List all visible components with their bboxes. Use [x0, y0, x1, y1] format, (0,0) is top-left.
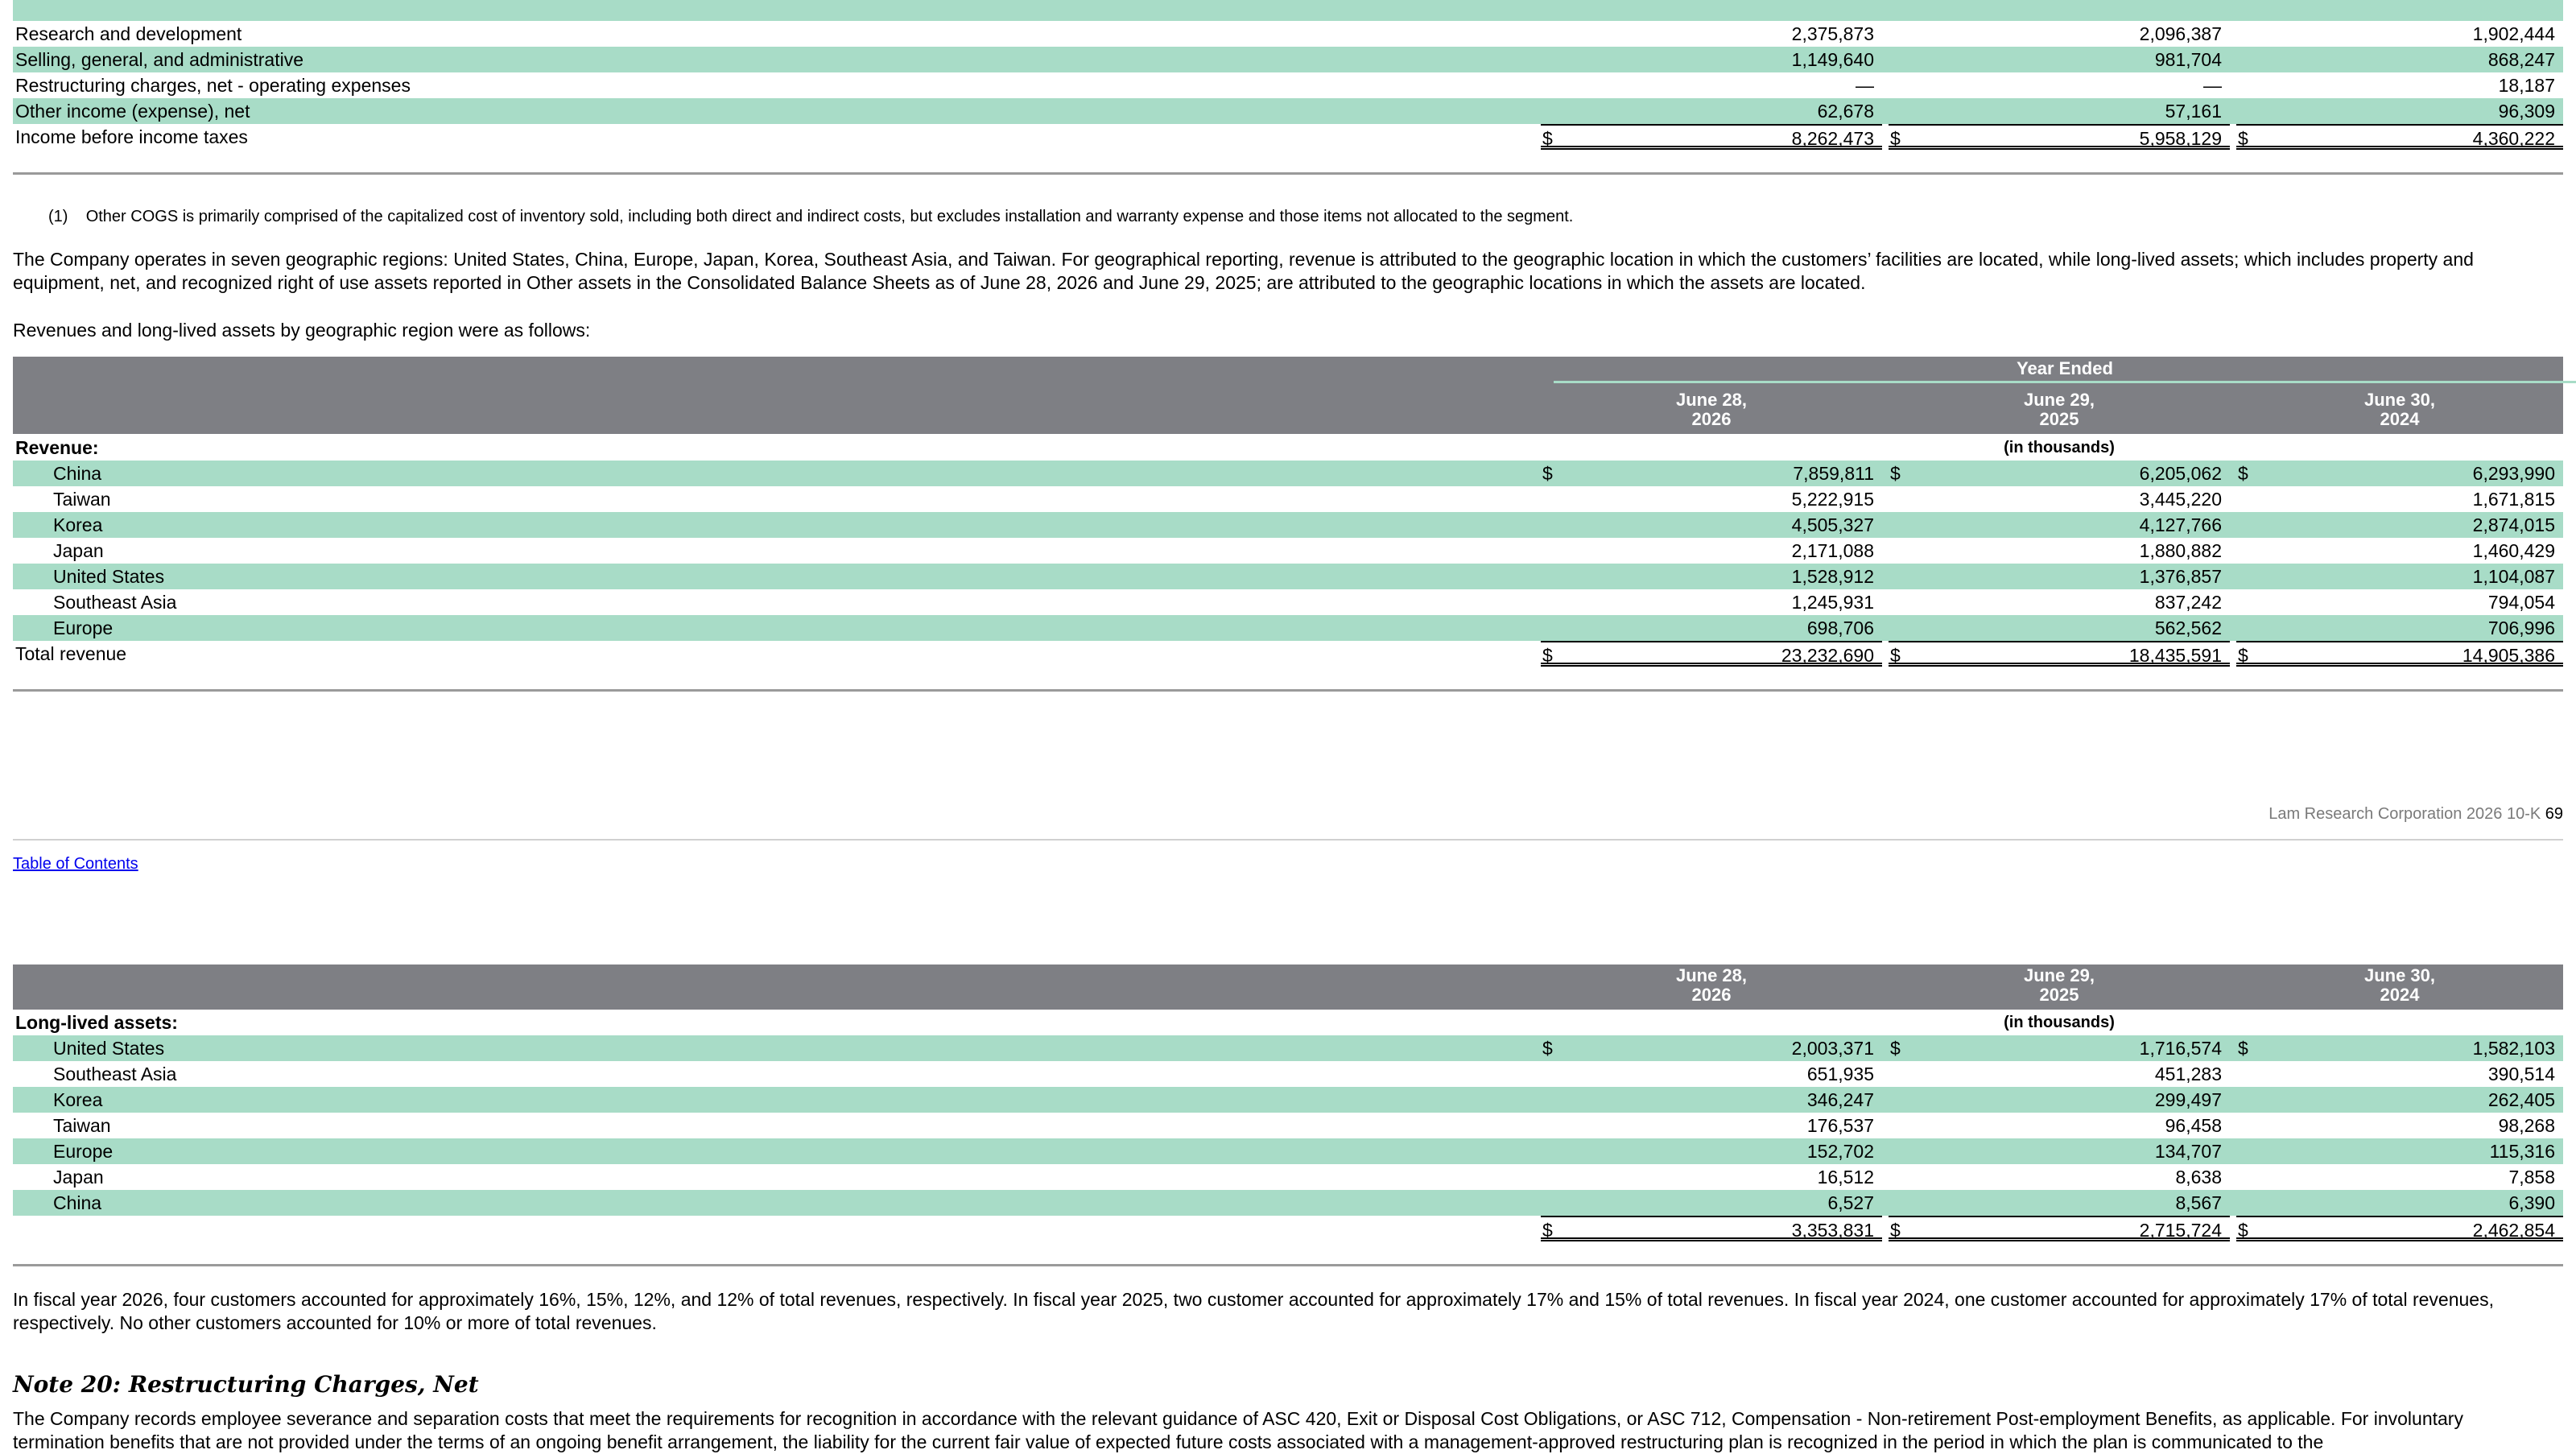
column-header-year: 2024: [2380, 985, 2420, 1005]
section-divider: [13, 172, 2563, 175]
column-header: [2236, 390, 2563, 429]
section-divider: [13, 689, 2563, 692]
table-row: [13, 538, 2563, 564]
cell-value: 6,293,990: [2472, 463, 2555, 484]
cell-value: 1,104,087: [2472, 566, 2555, 587]
currency-symbol: $: [1890, 1220, 1901, 1241]
cell-value: 1,245,931: [1791, 592, 1874, 613]
table-row: [13, 564, 2563, 589]
currency-symbol: $: [1542, 1220, 1553, 1241]
row-label: Southeast Asia: [53, 592, 177, 613]
units-label: (in thousands): [2004, 1014, 2115, 1031]
page-number: 69: [2545, 805, 2563, 823]
column-header: [1889, 966, 2230, 1005]
column-header-date: June 29,: [2023, 390, 2095, 410]
table-row: [13, 21, 2563, 47]
cell-value: 1,460,429: [2472, 540, 2555, 561]
cell-value: 1,582,103: [2472, 1038, 2555, 1059]
section-row: [13, 435, 2563, 461]
table-row: [13, 72, 2563, 98]
cell-value: 1,902,444: [2472, 23, 2555, 44]
row-label: Southeast Asia: [53, 1064, 177, 1084]
column-header-year: 2026: [1691, 985, 1732, 1005]
cell-value: 152,702: [1806, 1141, 1874, 1162]
column-header-date: June 28,: [1675, 390, 1748, 410]
row-label: Europe: [53, 1141, 114, 1162]
paragraph: Revenues and long-lived assets by geographic region were as follows:: [13, 320, 591, 341]
row-label: Europe: [53, 618, 114, 638]
currency-symbol: $: [1542, 645, 1553, 666]
cell-value: 2,375,873: [1791, 23, 1874, 44]
table-header: [13, 965, 2563, 1010]
cell-value: 96,309: [2498, 101, 2555, 122]
long-lived-assets-table: [13, 1010, 2563, 1241]
cell-value: 57,161: [2165, 101, 2222, 122]
cell-value: 134,707: [2154, 1141, 2222, 1162]
currency-symbol: $: [2238, 645, 2248, 666]
page-break-line: [13, 839, 2563, 841]
cell-value: 346,247: [1806, 1089, 1874, 1110]
footnote: [48, 208, 1573, 226]
currency-symbol: $: [2238, 1220, 2248, 1241]
row-label: Japan: [53, 540, 104, 561]
footnote-text: Other COGS is primarily comprised of the capitalized cost of inventory sold, including both direct and indirect costs, but excludes installation and warranty expense and those items not allocated to the segment.: [85, 208, 1574, 225]
table-row: [13, 615, 2563, 641]
cell-value: —: [2203, 75, 2222, 96]
cell-value: 1,376,857: [2139, 566, 2222, 587]
total-row: [13, 124, 2563, 150]
cell-value: 1,880,882: [2139, 540, 2222, 561]
row-label: Other income (expense), net: [15, 101, 250, 122]
currency-symbol: $: [1542, 463, 1553, 484]
paragraph: The Company records employee severance and separation costs that meet the requirements for recognition in accordance with the relevant guidance of ASC 420, Exit or Disposal Cost Obligations, or ASC 712, Compensation - Non-retirement Post-employment Benefits, as applicable. For involuntary termination benefits that are not provided under the terms of an ongoing benefit arrangement, the liability for the current fair value of expected future costs associated with a management-approved restructuring plan is recognized in the period in which the plan is communicated to the: [13, 1408, 2463, 1452]
cell-value: —: [1856, 75, 1874, 96]
section-label: Revenue:: [15, 437, 99, 458]
paragraph: In fiscal year 2026, four customers accounted for approximately 16%, 15%, 12%, and 12% of total revenues, respectively. In fiscal year 2025, two customer accounted for approximately 17% and 15% of total revenues. In fiscal year 2024, one customer accounted for approximately 17% of total revenues, respectively. No other customers accounted for 10% or more of total revenues.: [13, 1289, 2494, 1333]
cell-value: 562,562: [2154, 618, 2222, 638]
cell-value: 62,678: [1817, 101, 1874, 122]
cell-value: 262,405: [2487, 1089, 2555, 1110]
row-label: Selling, general, and administrative: [15, 49, 303, 70]
row-label: China: [53, 463, 102, 484]
table-row: [13, 1113, 2563, 1138]
currency-symbol: $: [1890, 1038, 1901, 1059]
cell-value: 868,247: [2487, 49, 2555, 70]
units-label: (in thousands): [2004, 439, 2115, 456]
currency-symbol: $: [1542, 1038, 1553, 1059]
cell-value: 1,671,815: [2472, 489, 2555, 510]
cell-value: 3,353,831: [1791, 1220, 1874, 1241]
cell-value: 98,268: [2498, 1115, 2555, 1136]
cell-value: 837,242: [2154, 592, 2222, 613]
currency-symbol: $: [2238, 128, 2248, 149]
column-header: [1889, 390, 2230, 429]
cell-value: 7,858: [2508, 1167, 2555, 1188]
cell-value: 2,171,088: [1791, 540, 1874, 561]
column-header-year: 2025: [2039, 985, 2079, 1005]
report-name: Lam Research Corporation 2026 10-K: [2268, 805, 2541, 823]
row-label: Taiwan: [53, 489, 111, 510]
row-label: United States: [53, 1038, 165, 1059]
cell-value: 2,462,854: [2472, 1220, 2555, 1241]
table-row: [13, 1190, 2563, 1216]
currency-symbol: $: [2238, 463, 2248, 484]
row-label: Korea: [53, 1089, 103, 1110]
column-header-date: June 30,: [2363, 965, 2436, 985]
cell-value: 451,283: [2154, 1064, 2222, 1084]
cell-value: 4,127,766: [2139, 514, 2222, 535]
row-label: Taiwan: [53, 1115, 111, 1136]
cell-value: 96,458: [2165, 1115, 2222, 1136]
section-divider: [13, 1264, 2563, 1266]
table-row: [13, 98, 2563, 124]
row-label: China: [53, 1192, 102, 1213]
cell-value: 115,316: [2489, 1141, 2555, 1162]
table-row: [13, 1087, 2563, 1113]
total-row: [13, 641, 2563, 667]
cell-value: 706,996: [2487, 618, 2555, 638]
row-label: Research and development: [15, 23, 242, 44]
row-label: Korea: [53, 514, 103, 535]
cell-value: 1,716,574: [2139, 1038, 2222, 1059]
cell-value: 4,360,222: [2472, 128, 2555, 149]
cell-value: 5,222,915: [1791, 489, 1874, 510]
table-row: [13, 1061, 2563, 1087]
table-of-contents-link[interactable]: Table of Contents: [13, 855, 138, 873]
cell-value: 698,706: [1806, 618, 1874, 638]
row-label: Restructuring charges, net - operating expenses: [15, 75, 411, 96]
currency-symbol: $: [1890, 645, 1901, 666]
paragraph: The Company operates in seven geographic regions: United States, China, Europe, Japan, Korea, Southeast Asia, and Taiwan. For geographical reporting, revenue is attributed to the geographic location in which the customers’ facilities are located, while long-lived assets; which includes property and equipment, net, and recognized right of use assets reported in Other assets in the Consolidated Balance Sheets as of June 28, 2026 and June 29, 2025; are attributed to the geographic locations in which the assets are located.: [13, 249, 2474, 293]
cell-value: 390,514: [2487, 1064, 2555, 1084]
cell-value: 8,567: [2175, 1192, 2222, 1213]
table-row: [13, 512, 2563, 538]
cell-value: 176,537: [1806, 1115, 1874, 1136]
cell-value: 7,859,811: [1793, 463, 1874, 484]
column-header-date: June 29,: [2023, 965, 2095, 985]
currency-symbol: $: [1542, 128, 1553, 149]
row-label: Total revenue: [15, 643, 127, 664]
section-row: [13, 1010, 2563, 1035]
table-row: [13, 461, 2563, 486]
cell-value: 6,390: [2508, 1192, 2555, 1213]
table-row: [13, 1035, 2563, 1061]
total-row: [13, 1216, 2563, 1241]
cell-value: 794,054: [2487, 592, 2555, 613]
revenue-table: [13, 435, 2563, 667]
table-row: [13, 1138, 2563, 1164]
cell-value: 2,715,724: [2139, 1220, 2222, 1241]
cell-value: 1,149,640: [1791, 49, 1874, 70]
cell-value: 981,704: [2154, 49, 2222, 70]
table-header: [13, 357, 2563, 434]
table-header-strip: [13, 0, 2563, 21]
currency-symbol: $: [2238, 1038, 2248, 1059]
column-header-year: 2025: [2039, 409, 2079, 429]
cell-value: 651,935: [1806, 1064, 1874, 1084]
cell-value: 6,205,062: [2139, 463, 2222, 484]
cell-value: 8,262,473: [1791, 128, 1874, 149]
currency-symbol: $: [1890, 463, 1901, 484]
table-row: [13, 589, 2563, 615]
column-header: [1541, 966, 1882, 1005]
section-label: Long-lived assets:: [15, 1012, 178, 1033]
column-header-date: June 28,: [1675, 965, 1748, 985]
cell-value: 14,905,386: [2462, 645, 2555, 666]
cell-value: 1,528,912: [1791, 566, 1874, 587]
note-title: Note 20: Restructuring Charges, Net: [13, 1371, 479, 1398]
column-header-year: 2024: [2380, 409, 2420, 429]
column-header-year: 2026: [1691, 409, 1732, 429]
page-footer: [2268, 805, 2563, 824]
cell-value: 8,638: [2175, 1167, 2222, 1188]
currency-symbol: $: [1890, 128, 1901, 149]
column-header-date: June 30,: [2363, 390, 2436, 410]
cell-value: 2,096,387: [2139, 23, 2222, 44]
cell-value: 16,512: [1817, 1167, 1874, 1188]
table-row: [13, 1164, 2563, 1190]
footnote-marker: (1): [48, 208, 68, 225]
row-label: United States: [53, 566, 165, 587]
cell-value: 18,435,591: [2128, 645, 2222, 666]
cell-value: 2,003,371: [1791, 1038, 1874, 1059]
row-label: Japan: [53, 1167, 104, 1188]
cell-value: 4,505,327: [1791, 514, 1874, 535]
cell-value: 23,232,690: [1781, 645, 1874, 666]
row-label: Income before income taxes: [15, 126, 248, 147]
year-ended-header: Year Ended: [1554, 357, 2576, 383]
cell-value: 2,874,015: [2472, 514, 2555, 535]
cell-value: 18,187: [2498, 75, 2555, 96]
cell-value: 3,445,220: [2139, 489, 2222, 510]
cell-value: 5,958,129: [2139, 128, 2222, 149]
income-table: [13, 21, 2563, 150]
cell-value: 299,497: [2154, 1089, 2222, 1110]
column-header: [1541, 390, 1882, 429]
table-row: [13, 486, 2563, 512]
cell-value: 6,527: [1827, 1192, 1874, 1213]
column-header: [2236, 966, 2563, 1005]
table-row: [13, 47, 2563, 72]
